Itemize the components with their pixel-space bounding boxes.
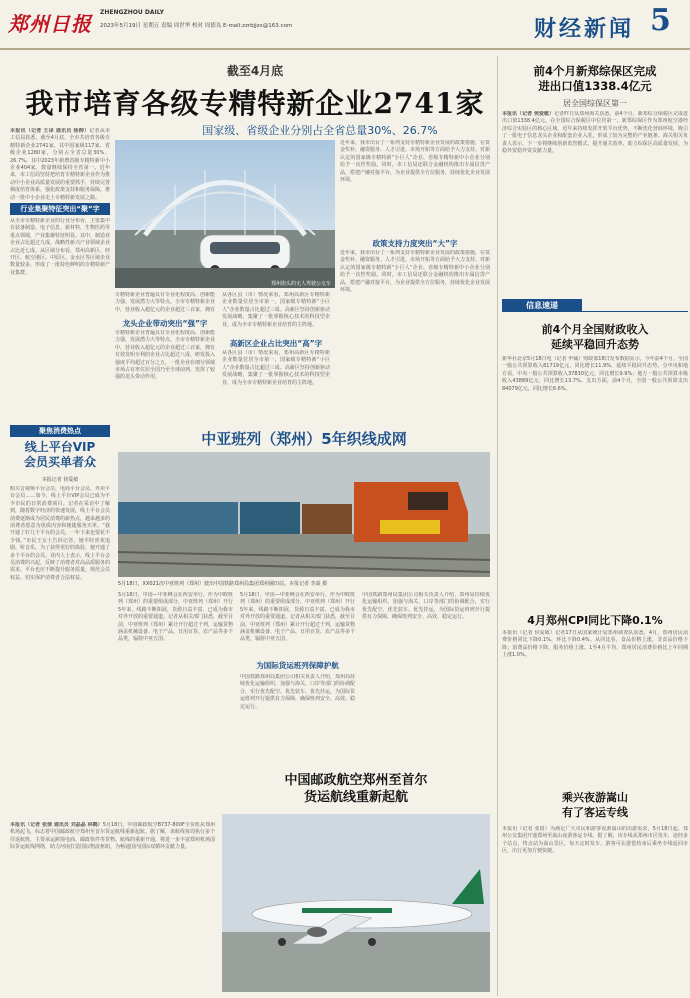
masthead <box>0 0 690 50</box>
lead-body-1: 从全市专精特新企业的行业分布看，主要集中在装备制造、电子信息、新材料、生物医药等重点领域，产业集聚特征明显。其中，制造业企业占比超过九成，战略性新兴产业领域企业占比近七成。从区域分布看，郑州高新区、经开区、航空港区、中原区、金水区等区域企业数量较多，形成了一批特色鲜明的专精特新产业集群。 <box>10 218 110 276</box>
column-divider <box>497 56 498 996</box>
savings-subtitle: 居全国综保区第一 <box>563 99 627 108</box>
train-photo <box>118 452 490 577</box>
lead-subhead-3: 高新区企业占比突出“高”字 <box>229 339 323 348</box>
lead-body-2a: 专精特新企业普遍具有专业化程度高、创新能力强、发展潜力大等特点。全市专精特新企业中，营业收入超亿元的企业超过三百家，拥有 <box>115 292 215 312</box>
airline-photo <box>222 814 490 992</box>
page-number: 5 <box>650 3 671 38</box>
lead-subhead-4: 政策支持力度突出“大”字 <box>372 239 458 248</box>
info-section-label: 信息速递 <box>502 299 582 312</box>
lead-body-4: 近年来，我市出台了一系列支持专精特新企业发展的政策措施，在资金奖补、融资服务、人才引进、市场开拓等方面给予大力支持。对新认定的国家级专精特新“小巨人”企业、省级专精特新中小企业分别给予一次性奖励。同时，市工信局还联合金融机构推出专属信贷产品，搭建产融对接平台，为企业提供全方位服务，持续优化企业发展环境。 <box>340 250 490 294</box>
airline-body-col <box>10 822 215 992</box>
lead-subhead-1: 行业集聚特征突出“聚”字 <box>10 203 110 215</box>
savings-byline: 本报讯（记者 侯爱敏） <box>502 111 555 117</box>
lead-photo <box>115 140 335 288</box>
train-subhead: 为国际货运班列保障护航 <box>256 661 339 670</box>
info-item1-title: 前4个月全国财政收入 延续平稳回升态势 <box>541 323 649 351</box>
lead-subhead-2: 龙头企业带动突出“强”字 <box>122 319 208 328</box>
airline-headline: 中国邮政航空郑州至首尔 货运航线重新起航 <box>284 773 428 805</box>
date-line: 2023年5月19日 星期五 责编 周世华 校对 周德良 E-mail:zzrbjjzx@163.com <box>100 23 293 29</box>
info-item3-body: 本报讯（记者 张倩）为满足广大市民和游客夜游嵩山的出游需求，5月18日起，郑州公交集团开通郑州至嵩山夜游客运专线。据了解，该专线从郑州市区发车，途经多个站点，终点站为嵩山景区，每天定时发车，游客可在游览结束后乘坐专线返回市区，出行更加方便快捷。 <box>502 826 688 855</box>
savings-headline: 前4个月新郑综保区完成 进出口值1338.4亿元 <box>533 64 657 93</box>
lead-photo-caption: 郑州街头的无人驾驶公交车 <box>270 281 331 287</box>
savings-body-wrap <box>502 111 688 293</box>
lead-body-3a: 从各区县（市）情况来看，郑州高新区专精特新企业数量位居全市第一，国家级专精特新“小巨人”企业数量占比超过三成。高新区坚持创新驱动发展战略，集聚了一批掌握核心技术的科技型企业，成为全市专精特新企业培育的主阵地。 <box>222 292 330 328</box>
info-label-rule <box>582 311 688 312</box>
consumer-byline: 本报记者 侯爱敏 <box>41 477 79 483</box>
train-image <box>118 452 490 577</box>
savings-body: 记者昨日从郑州海关获悉，前4个月，新郑综合保税区完成进出口值1338.4亿元，在全国综合保税区中位居第一。新郑综保区作为郑州航空港经济综合实验区的核心区域，近年来持续发挥开放平台优势，不断优化营商环境，吸引了一批电子信息龙头企业和配套企业入驻，形成了较为完整的产业链条。海关相关负责人表示，下一步将继续创新监管模式，提升通关效率，助力综保区高质量发展，为稳外贸稳外资贡献力量。 <box>502 111 688 155</box>
train-headline: 中亚班列（郑州）5年织线成网 <box>201 430 407 448</box>
info-item3-title: 乘兴夜游嵩山 有了客运专线 <box>562 791 628 819</box>
train-body-2: 5月18日，中国—中亚峰会在西安举行。作为中欧班列（郑州）的重要组成部分，中亚班列（郑州）开行5年来，线路不断拓展，货源日益丰富，已成为我市对外开放的重要通道。记者从相关部门获悉，截至目前，中亚班列（郑州）累计开行超过千列，运输货物涵盖机械设备、电子产品、日用百货、农产品等多个品类，辐射中亚五国。 <box>240 592 355 643</box>
consumer-section-label: 聚焦消费热点 <box>10 425 110 437</box>
lead-body-col1 <box>10 128 110 200</box>
lead-kicker: 截至4月底 <box>226 64 284 78</box>
cargo-plane-image <box>222 814 490 992</box>
info-item2-body: 本报讯（记者 侯爱敏）记者17日从国家统计局郑州调查队获悉，4月，郑州居民消费价格同比下降0.1%，环比下降0.4%。从同比看，食品价格上涨，非食品价格下降；消费品价格下降，服务价格上涨。1至4月平均，郑州居民消费价格比上年同期上涨1.0%。 <box>502 630 688 659</box>
lead-body: 记者从市工信局获悉，截至4月底，全市共培育各级专精特新企业2741家，其中国家级117家、省级企业1280家，分别占全省总量30%、26.7%。其中2023年新增省级专精特新中小企业404家，数量继续保持全省第一。近年来，市工信局坚持把培育专精特新企业作为推动中小企业高质量发展的重要抓手，持续完善梯度培育体系，强化政策支持和服务保障，推动一批中小企业走上专精特新发展之路。 <box>10 128 110 200</box>
bridge-bus-image <box>115 140 335 288</box>
paper-logo: 郑州日报 <box>8 12 92 36</box>
paper-name-en: ZHENGZHOU DAILY <box>100 9 164 16</box>
lead-col-right <box>340 140 490 190</box>
lead-byline: 本报讯（记者 王译 通讯员 杨柳） <box>10 128 90 134</box>
lead-body-4a: 近年来，我市出台了一系列支持专精特新企业发展的政策措施，在资金奖补、融资服务、人才引进、市场开拓等方面给予大力支持。对新认定的国家级专精特新“小巨人”企业、省级专精特新中小企业分别给予一次性奖励。同时，市工信局还联合金融机构推出专属信贷产品，搭建产融对接平台，为企业提供全方位服务，持续优化企业发展环境。 <box>340 140 490 184</box>
airline-body: 5月18日，中国邮政航空B737-800F全货机从郑州机场起飞，标志着中国邮政航空郑州至首尔货运航线重新起航。据了解，该航线每周执行多个往返航班，主要承运跨境电商、邮政快件等货物。航线的重新开通，将进一步丰富郑州机场国际货运航线网络，助力河南打造国际物流枢纽，为畅通国内国际双循环贡献力量。 <box>10 822 215 851</box>
lead-headline: 我市培育各级专精特新企业2741家 <box>25 87 485 120</box>
airline-byline: 本报讯（记者 张倩 通讯员 刘晶晶 林鹤） <box>10 822 103 828</box>
lead-body-2: 专精特新企业普遍具有专业化程度高、创新能力强、发展潜力大等特点。全市专精特新企业中，营业收入超亿元的企业超过三百家，拥有有效发明专利的企业占比超过八成，研发投入强度平均超过百分之五，一批企业在细分领域市场占有率位居全国乃至全球前列，发挥了较强的龙头带动作用。 <box>115 330 215 381</box>
lead-body-3: 从各区县（市）情况来看，郑州高新区专精特新企业数量位居全市第一，国家级专精特新“小巨人”企业数量占比超过三成。高新区坚持创新驱动发展战略，集聚了一批掌握核心技术的科技型企业，成为全市专精特新企业培育的主阵地。 <box>222 350 330 386</box>
train-body-3: 中国铁路郑州局集团公司相关负责人介绍，郑州局持续优化运输组织，加强与海关、口岸等部门的协调配合，实行优先配空、优先装车、优先挂运，为国际货运班列开行提供有力保障，确保班列安全、高效、稳定运行。 <box>240 674 355 710</box>
section-title: 财经新闻 <box>534 17 635 42</box>
lead-subtitle: 国家级、省级企业分别占全省总量30%、26.7% <box>202 124 438 137</box>
info-item1-body: 新华社北京5月18日电（记者 申铖）财政部18日发布数据显示，今年前4个月，全国一般公共预算收入81719亿元，同比增长11.9%，延续平稳回升态势。分中央和地方看，中央一般公共预算收入37830亿元，同比增长9.9%；地方一般公共预算本级收入43889亿元，同比增长13.7%。支出方面，前4个月，全国一般公共预算支出84079亿元，同比增长6.6%。 <box>502 356 688 392</box>
info-item2-title: 4月郑州CPI同比下降0.1% <box>527 614 663 627</box>
consumer-headline: 线上平台VIP 会员买单者众 <box>23 440 96 469</box>
train-body-4: 中国铁路郑州局集团公司相关负责人介绍，郑州局持续优化运输组织，加强与海关、口岸等部门的协调配合，实行优先配空、优先装车、优先挂运，为国际货运班列开行提供有力保障，确保班列安全、高效、稳定运行。 <box>362 592 490 621</box>
train-caption: 5月18日，XX021次中亚班列（郑州）驶出中国铁路郑州局集团郑州圃田站。本报记者 李焱 摄 <box>118 581 328 587</box>
train-body: 5月18日，中国—中亚峰会在西安举行。作为中欧班列（郑州）的重要组成部分，中亚班列（郑州）开行5年来，线路不断拓展，货源日益丰富，已成为我市对外开放的重要通道。记者从相关部门获悉，截至目前，中亚班列（郑州）累计开行超过千列，运输货物涵盖机械设备、电子产品、日用百货、农产品等多个品类，辐射中亚五国。 <box>118 592 233 643</box>
consumer-body: 购买音视频平台会员、电商平台会员、外卖平台会员……如今，线上平台VIP会员已成为不少市民的日常消费项目。记者在采访中了解到，随着数字经济的快速发展，线上平台会员消费逐渐成为居民消费的新热点，越来越多的消费者愿意为优质内容和便捷服务买单。“我开通了好几个平台的会员，一年下来也要花不少钱。”市民王女士告诉记者，她平时喜欢追剧、听音乐，为了获得更好的体验，便开通了多个平台的会员。业内人士表示，线上平台会员消费的兴起，反映了消费者对高品质服务的需求，平台也应不断提升服务质量，规范会员权益，切实保护消费者合法权益。 <box>10 486 110 581</box>
